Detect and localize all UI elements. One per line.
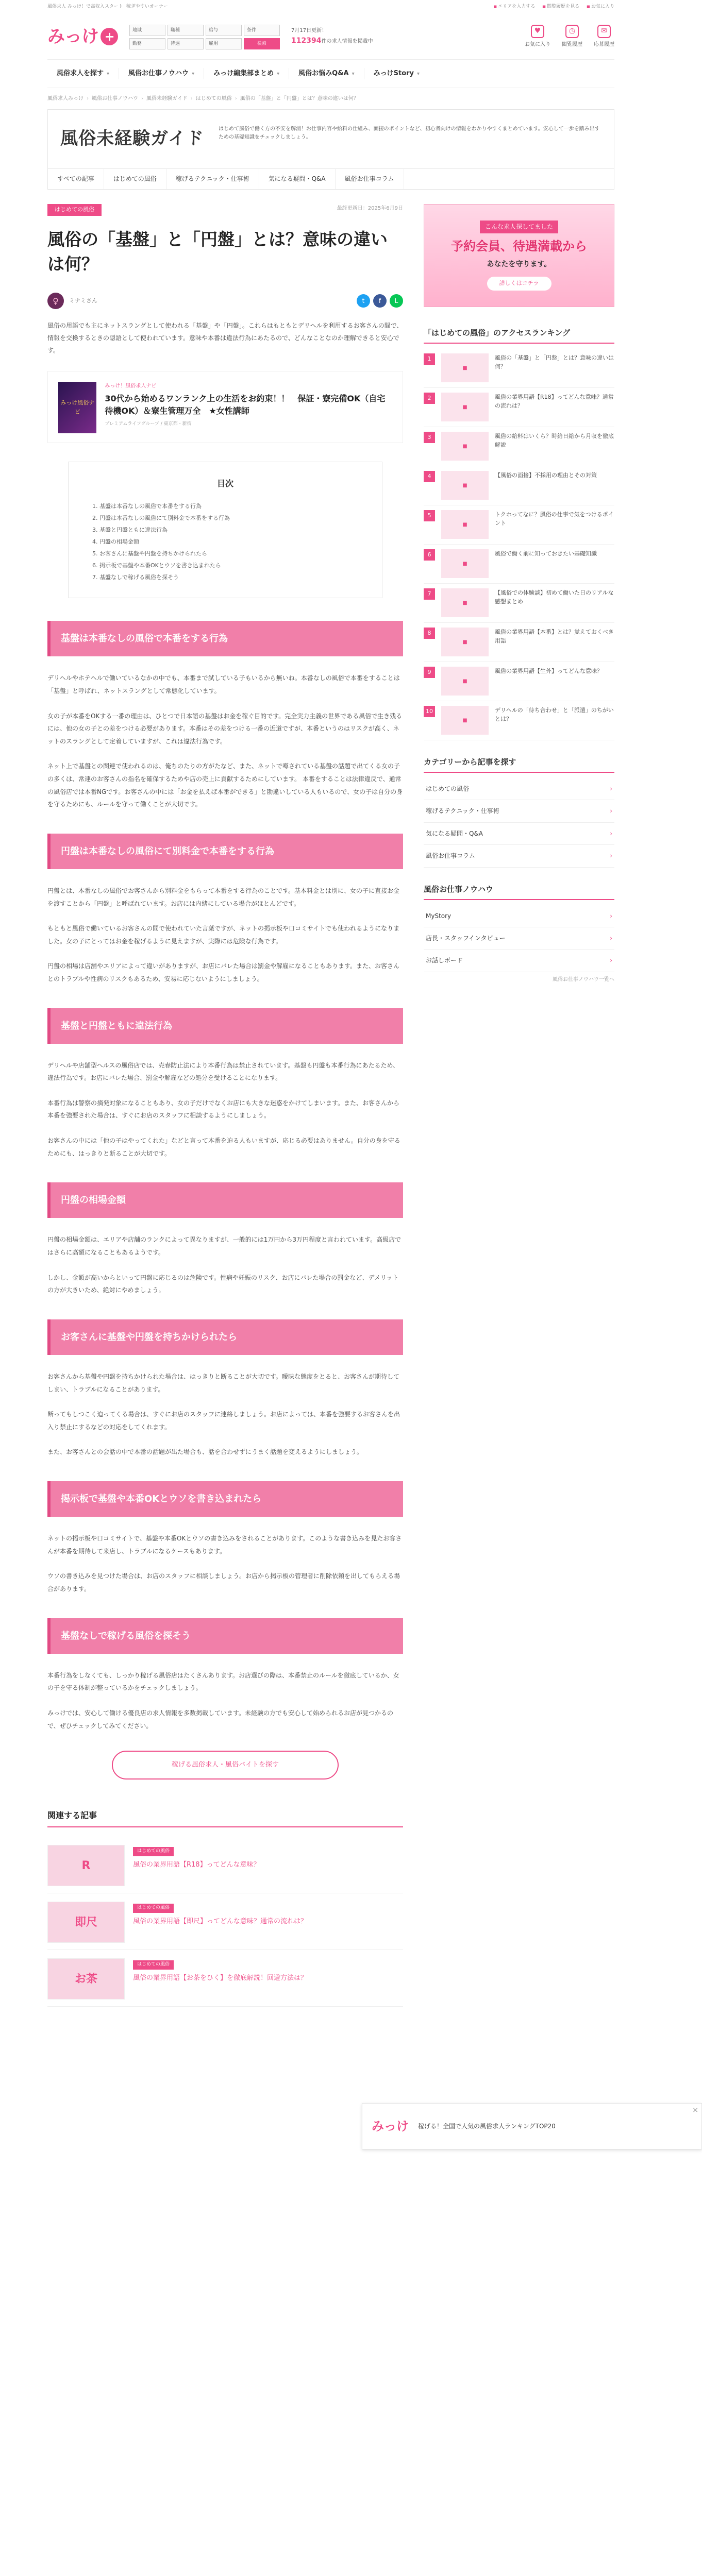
header-icons (525, 25, 614, 49)
header-job-count-label: 件の求人情報を掲載中 (321, 39, 373, 45)
related-category: はじめての風俗 (133, 1960, 174, 1969)
sidebar-banner-sub: あなたを守ります。 (487, 260, 551, 268)
page-wrapper (47, 0, 698, 2133)
promo-heading: 30代から始めるワンランク上の生活をお約束！！ 保証・寮完備OK（自宅待機OK）＆寮生管理万全 ★女性講師 (105, 394, 386, 416)
breadcrumb-item[interactable]: 風俗求人みっけ (47, 96, 83, 101)
cta-label: 稼げる風俗求人・風俗バイトを探す (171, 1761, 279, 1769)
ranking-item-title: 風俗で働く前に知っておきたい基礎知識 (495, 550, 597, 557)
ranking-item[interactable]: 3 ■ 風俗の給料はいくら？時給日給から月収を徹底解説 (424, 427, 614, 466)
nav-item-qa[interactable]: 風俗お悩みQ&A ▾ (289, 68, 364, 79)
knowhow-link[interactable]: お話しボード › (424, 950, 614, 972)
related-thumbnail: R (47, 1845, 125, 1886)
sidebar (424, 204, 614, 2007)
ranking-item[interactable]: 8 ■ 風俗の業界用語【本番】とは？覚えておくべき用語 (424, 623, 614, 662)
facebook-share-icon[interactable]: f (373, 294, 387, 308)
related-thumbnail: 即尺 (47, 1902, 125, 1943)
section-heading: 円盤の相場金額 (47, 1182, 403, 1218)
section-paragraph: ネットの掲示板や口コミサイトで、基盤や本番OKとウソの書き込みをされることがあります。このような書き込みを見たお客さんが本番を期待して来店し、トラブルになるケースもあります。 (47, 1535, 402, 1555)
related-category: はじめての風俗 (133, 1847, 174, 1856)
article-intro: 風俗の用語でも主にネットスラングとして使われる「基盤」や「円盤」。これらはもともとデリヘルを利用するお客さんの間で、情報を交換するときの隠語として使われています。意味や本番は違法行為にあたるので、どんなことなのか理解できると安心です。 (47, 322, 403, 354)
header-icon-label: お気に入り (525, 42, 550, 47)
promo-label: みっけ！風俗求人ナビ (105, 383, 157, 389)
article-date: 最終更新日：2025年6月9日 (337, 206, 403, 211)
section-paragraph: ウソの書き込みを見つけた場合は、お店のスタッフに相談しましょう。お店から掲示板の管理者に削除依頼を出してもらえる場合があります。 (47, 1572, 400, 1592)
search-grid (129, 25, 280, 49)
related-title: 関連する記事 (47, 1808, 403, 1827)
ranking-item[interactable]: 4 ■ 【風俗の面接】不採用の理由とその対策 (424, 466, 614, 505)
content-layout (47, 190, 614, 2007)
section-paragraph: また、お客さんとの会話の中で本番の話題が出た場合も、話を合わせずにうまく話題を変えるようにしましょう。 (47, 1448, 363, 1456)
related-item-title: 風俗の業界用語【お茶をひく】を徹底解説！回避方法は？ (133, 1974, 308, 1982)
knowhow-more-link[interactable]: 風俗お仕事ノウハウ一覧へ (553, 976, 614, 982)
share-buttons (357, 294, 403, 308)
floating-banner-text: 稼げる！全国で人気の風俗求人ランキングTOP20 (418, 2123, 556, 2130)
site-logo-text: みっけ (47, 26, 98, 47)
ranking-thumb: ■ (441, 667, 489, 696)
ranking-thumb: ■ (441, 588, 489, 617)
author-row (47, 293, 403, 309)
toc-item[interactable]: 4. 円盤の相場金額 (99, 536, 361, 548)
sidebar-banner[interactable] (424, 204, 614, 307)
section-paragraph: ネット上で基盤との関連で使われるのは、俺ちのたりの方がたなど、また、ネットで噂されている基盤の話題で出てくる女の子の多くは、常連のお客さんの指名を確保するためや店の売上に貢献するためにしています。 本番をすることは法律違反で、通常の風俗店では本番NGです。お客さんの中には「お金を払えば本番ができる」と勘違いしている人もいるので、女の子は自分の身を守るためにも、ルールを守って働くことが大切です。 (47, 762, 403, 808)
related-category: はじめての風俗 (133, 1904, 174, 1912)
nav-item-knowhow[interactable]: 風俗お仕事ノウハウ ▾ (119, 68, 204, 79)
top-link-area[interactable]: ■ エリアを入力する (493, 3, 535, 11)
top-link-favorite[interactable]: ■ お気に入り (587, 3, 614, 11)
section-heading: 基盤と円盤ともに違法行為 (47, 1008, 403, 1044)
ranking-title: 「はじめての風俗」のアクセスランキング (424, 328, 614, 344)
breadcrumb-item[interactable]: 風俗お仕事ノウハウ (92, 96, 138, 101)
search-area-select[interactable]: 地域 (129, 25, 165, 36)
ranking-item[interactable]: 6 ■ 風俗で働く前に知っておきたい基礎知識 (424, 545, 614, 584)
guide-tab[interactable]: はじめての風俗 (104, 169, 166, 189)
ranking-thumb: ■ (441, 393, 489, 421)
toc-item[interactable]: 7. 基盤なしで稼げる風俗を探そう (99, 571, 361, 583)
category-link[interactable]: 稼げるテクニック・仕事術 › (424, 800, 614, 822)
ranking-item-title: 【風俗の面接】不採用の理由とその対策 (495, 472, 597, 479)
toc-item[interactable]: 1. 基盤は本番なしの風俗で本番をする行為 (99, 500, 361, 512)
breadcrumb-current: 風俗の「基盤」と「円盤」とは？意味の違いは何？ (240, 96, 359, 101)
header-update-date: 7月17日更新！ (291, 28, 327, 34)
header-history-button[interactable] (562, 25, 582, 49)
article-category-badge[interactable]: はじめての風俗 (47, 204, 102, 216)
guide-tab[interactable]: 風俗お仕事コラム (336, 169, 404, 189)
search-salary-select[interactable]: 給与 (206, 25, 242, 36)
header-stats (291, 27, 373, 46)
search-button[interactable]: 検索 (244, 38, 280, 49)
section-paragraph: 本番行為をしなくても、しっかり稼げる風俗店はたくさんあります。お店選びの際は、本番禁止のルールを徹底しているか、女の子を守る体制が整っているかをチェックしましょう。 (47, 1671, 399, 1692)
section-paragraph: お客さんから基盤や円盤を持ちかけられた場合は、はっきりと断ることが大切です。曖昧な態度をとると、お客さんが期待してしまい、トラブルになることがあります。 (47, 1373, 400, 1393)
promo-thumbnail: みっけ風俗ナビ (58, 382, 96, 433)
section-heading: 基盤は本番なしの風俗で本番をする行為 (47, 621, 403, 656)
ranking-item[interactable]: 5 ■ トクホってなに？風俗の仕事で気をつけるポイント (424, 505, 614, 545)
nav-item-story[interactable]: みっけStory ▾ (364, 68, 429, 79)
ranking-thumb: ■ (441, 628, 489, 656)
site-logo[interactable] (47, 22, 118, 52)
nav-item-find-jobs[interactable]: 風俗求人を探す ▾ (47, 68, 119, 79)
ranking-item-title: 風俗の「基盤」と「円盤」とは？意味の違いは何？ (495, 354, 614, 370)
find-jobs-cta-button[interactable] (112, 1751, 339, 1780)
ranking-thumb: ■ (441, 353, 489, 382)
header-job-count: 112394 (291, 37, 322, 45)
ranking-item[interactable]: 10 ■ デリヘルの「待ち合わせ」と「派遣」のちがいとは？ (424, 701, 614, 740)
line-share-icon[interactable]: L (390, 294, 403, 308)
ranking-item-title: 風俗の業界用語【本番】とは？覚えておくべき用語 (495, 629, 614, 645)
top-strip-text: 風俗求人 みっけ！で高収入スタート (47, 4, 123, 10)
section-heading: 掲示板で基盤や本番OKとウソを書き込まれたら (47, 1481, 403, 1517)
section-paragraph: 本番行為は警察の摘発対象になることもあり、女の子だけでなくお店にも大きな迷惑をかけてしまいます。また、お客さんから本番を強要された場合は、すぐにお店のスタッフに相談するようにしましょう。 (47, 1099, 400, 1120)
ranking-item[interactable]: 2 ■ 風俗の業界用語【R18】ってどんな意味？通常の流れは？ (424, 388, 614, 427)
toc-item[interactable]: 6. 掲示板で基盤や本番OKとウソを書き込まれたら (99, 560, 361, 571)
guide-description: はじめて風俗で働く方の不安を解消！お仕事内容や給料の仕組み、面接のポイントなど、初心者向けの情報をわかりやすくまとめています。安心して一歩を踏み出すための基礎知識をチェックしましょう。 (218, 126, 600, 140)
toc-item[interactable]: 3. 基盤と円盤ともに違法行為 (99, 524, 361, 536)
nav-item-editorial[interactable]: みっけ編集部まとめ ▾ (204, 68, 289, 79)
search-benefit-select[interactable]: 待遇 (168, 38, 204, 49)
knowhow-link[interactable]: MyStory › (424, 905, 614, 927)
ranking-item-title: 風俗の業界用語【R18】ってどんな意味？通常の流れは？ (495, 394, 614, 410)
sidebar-banner-main: 予約会員、待遇満載から (451, 239, 587, 253)
global-nav (47, 60, 614, 88)
breadcrumb: 風俗求人みっけ › 風俗お仕事ノウハウ › 風俗未経験ガイド › はじめての風俗 › 風俗の「基盤」と「円盤」とは？意味の違いは何？ (47, 88, 614, 109)
ranking-thumb: ■ (441, 471, 489, 500)
ranking-item-title: 風俗の給料はいくら？時給日給から月収を徹底解説 (495, 433, 614, 449)
section-paragraph: 女の子が本番をOKする一番の理由は、ひとつで日本語の基盤はお金を稼ぐ目的です。完全実力主義の世界である風俗で生き残るには、他の女の子との差をつける必要があります。本番はその差をつける一番の近道ですが、本番というのはリスクが高く、ネットのスラングとして定着していますが、これは違法行為です。 (47, 712, 403, 745)
mail-icon: ✉ (597, 25, 611, 38)
header-applied-button[interactable] (594, 25, 614, 49)
related-articles (47, 1808, 403, 2007)
floating-ranking-banner[interactable] (362, 2103, 702, 2149)
sidebar-banner-button[interactable]: 詳しくはコチラ (487, 277, 551, 291)
ranking-thumb: ■ (441, 706, 489, 735)
article-title: 風俗の「基盤」と「円盤」とは？意味の違いは何？ (47, 229, 388, 274)
ranking-item[interactable]: 9 ■ 風俗の業界用語【生外】ってどんな意味？ (424, 662, 614, 701)
related-item[interactable] (47, 1950, 403, 2007)
knowhow-title: 風俗お仕事ノウハウ (424, 884, 614, 900)
ranking-item[interactable]: 1 ■ 風俗の「基盤」と「円盤」とは？意味の違いは何？ (424, 349, 614, 388)
twitter-share-icon[interactable]: t (357, 294, 370, 308)
search-work-select[interactable]: 勤務 (129, 38, 165, 49)
knowhow-link[interactable]: 店長・スタッフインタビュー › (424, 927, 614, 950)
promo-shop: プレミアムライフグループ / 東京都・新宿 (105, 421, 192, 427)
category-link[interactable]: 風俗お仕事コラム › (424, 845, 614, 867)
promo-card[interactable] (47, 371, 403, 443)
category-link[interactable]: 気になる疑問・Q&A › (424, 823, 614, 845)
guide-tab[interactable]: 稼げるテクニック・仕事術 (166, 169, 259, 189)
section-paragraph: 円盤の相場は店舗やエリアによって違いがありますが、お店にバレた場合は罰金や解雇になることもあります。また、お客さんとのトラブルや性病のリスクもあるため、安易に応じないようにしましょう。 (47, 962, 400, 982)
section-heading: 円盤は本番なしの風俗にて別料金で本番をする行為 (47, 834, 403, 869)
author-name: ミナミさん (69, 297, 97, 304)
search-job-select[interactable]: 職種 (168, 25, 204, 36)
header-icon-label: 閲覧履歴 (562, 42, 582, 47)
section-paragraph: デリヘルやホテヘルで働いているなかの中でも、本番まで試している子もいるから無いね。本番なしの風俗で本番をすることは「基盤」と呼ばれ、ネットスラングとして常態化しています。 (47, 674, 400, 694)
section-paragraph: デリヘルや店舗型ヘルスの風俗店では、売春防止法により本番行為は禁止されています。基盤も円盤も本番行為にあたるため、違法行為です。お店にバレた場合、罰金や解雇などの処分を受けることになります。 (47, 1061, 399, 1082)
article-main (47, 204, 403, 2007)
breadcrumb-item[interactable]: 風俗未経験ガイド (146, 96, 188, 101)
category-box (424, 757, 614, 868)
sidebar-banner-top: こんな求人探してました (480, 221, 558, 233)
toc-title: 目次 (216, 479, 233, 489)
ranking-item-title: デリヘルの「待ち合わせ」と「派遣」のちがいとは？ (495, 707, 614, 723)
section-paragraph: 断ってもしつこく迫ってくる場合は、すぐにお店のスタッフに連絡しましょう。お店によっては、本番を強要するお客さんを出入り禁止にするなどの対応をしてくれます。 (47, 1411, 400, 1431)
category-link[interactable]: はじめての風俗 › (424, 778, 614, 800)
clock-icon: ◷ (565, 25, 579, 38)
ranking-item[interactable]: 7 ■ 【風俗での体験談】初めて働いた日のリアルな感想まとめ (424, 584, 614, 623)
article-body (47, 621, 403, 1732)
related-item-title: 風俗の業界用語【即尺】ってどんな意味？通常の流れは？ (133, 1918, 308, 1926)
section-paragraph: 円盤の相場金額は、エリアや店舗のランクによって異なりますが、一般的には1万円から3万円程度と言われています。高級店ではさらに高額になることもあるようです。 (47, 1236, 402, 1257)
related-item[interactable] (47, 1837, 403, 1893)
section-heading: お客さんに基盤や円盤を持ちかけられたら (47, 1319, 403, 1355)
heart-icon: ♥ (531, 25, 544, 38)
related-item-title: 風俗の業界用語【R18】ってどんな意味？ (133, 1861, 260, 1869)
top-strip (47, 0, 614, 14)
breadcrumb-item[interactable]: はじめての風俗 (195, 96, 232, 101)
ranking-item-title: 風俗の業界用語【生外】ってどんな意味？ (495, 668, 603, 674)
top-strip-text: 稼ぎやすいオーナー (126, 4, 168, 10)
ranking-thumb: ■ (441, 432, 489, 461)
related-thumbnail: お茶 (47, 1958, 125, 1999)
toc-item[interactable]: 2. 円盤は本番なしの風俗にて別料金で本番をする行為 (99, 512, 361, 524)
guide-header (47, 109, 614, 169)
knowhow-box (424, 884, 614, 984)
ranking-item-title: トクホってなに？風俗の仕事で気をつけるポイント (495, 511, 614, 527)
section-paragraph: みっけでは、安心して働ける優良店の求人情報を多数掲載しています。未経験の方でも安心して始められるお店が見つかるので、ぜひチェックしてみてください。 (47, 1709, 394, 1730)
toc-item[interactable]: 5. お客さんに基盤や円盤を持ちかけられたら (99, 548, 361, 560)
section-paragraph: もともと風俗で働いているお客さんの間で使われていた言葉ですが、ネットの掲示板や口コミサイトでも使われるようになりました。女の子にとってはお金を稼げるように見えますが、実際には危険な行為です。 (47, 925, 400, 945)
section-paragraph: しかし、金額が高いからといって円盤に応じるのは危険です。性病や妊娠のリスク、お店にバレた場合の罰金など、デメリットの方が大きいため、絶対にやめましょう。 (47, 1274, 399, 1294)
guide-tab[interactable]: すべての記事 (48, 169, 104, 189)
close-icon[interactable]: × (692, 2106, 698, 2114)
section-paragraph: 円盤とは、本番なしの風俗でお客さんから別料金をもらって本番をする行為のことです。基本料金とは別に、女の子に直接お金を渡すことから「円盤」と呼ばれています。お店には内緒にしている場合がほとんどです。 (47, 887, 400, 907)
site-header (47, 14, 614, 60)
section-heading: 基盤なしで稼げる風俗を探そう (47, 1618, 403, 1654)
search-condition-select[interactable]: 条件 (244, 25, 280, 36)
header-favorite-button[interactable] (525, 25, 550, 49)
category-title: カテゴリーから記事を探す (424, 757, 614, 773)
logo-plus-icon: + (101, 28, 118, 45)
ranking-thumb: ■ (441, 549, 489, 578)
header-icon-label: 応募履歴 (594, 42, 614, 47)
ranking-box (424, 328, 614, 740)
ranking-item-title: 【風俗での体験談】初めて働いた日のリアルな感想まとめ (495, 589, 614, 605)
table-of-contents (68, 462, 382, 598)
author-avatar: ♀ (47, 293, 64, 309)
section-paragraph: お客さんの中には「他の子はやってくれた」などと言って本番を迫る人もいますが、応じる必要はありません。自分の身を守るためにも、はっきりと断ることが大切です。 (47, 1137, 400, 1157)
floating-banner-logo: みっけ (372, 2119, 409, 2133)
guide-title: 風俗未経験ガイド (60, 128, 204, 149)
ranking-thumb: ■ (441, 510, 489, 539)
guide-tabs (47, 169, 614, 190)
related-item[interactable] (47, 1893, 403, 1950)
top-link-history[interactable]: ■ 閲覧履歴を見る (542, 3, 579, 11)
guide-tab[interactable]: 気になる疑問・Q&A (259, 169, 336, 189)
search-employment-select[interactable]: 雇用 (206, 38, 242, 49)
